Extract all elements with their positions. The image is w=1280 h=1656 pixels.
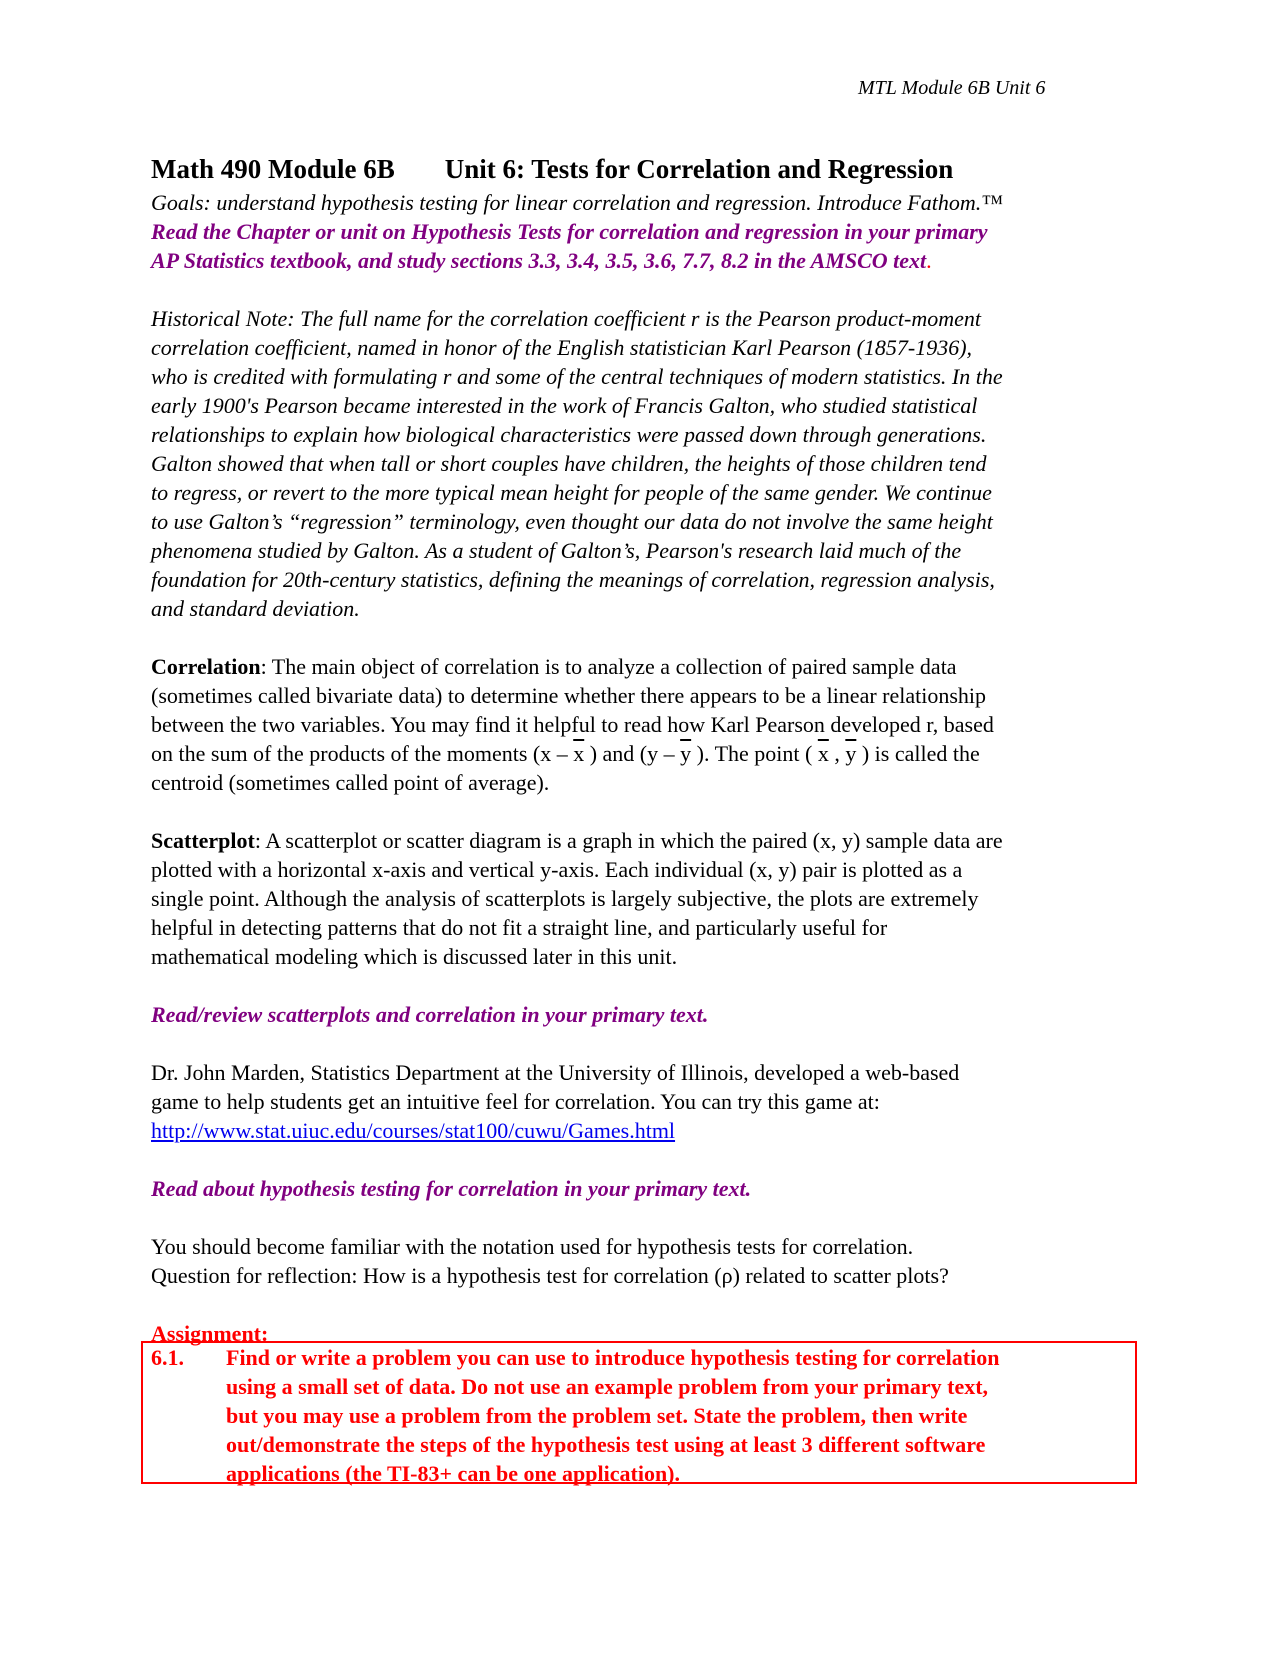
assignment-line: out/demonstrate the steps of the hypothesis test using at least 3 different software (226, 1432, 986, 1457)
historical-note-line: correlation coefficient, named in honor of the English statistician Karl Pearson (1857-1936), (151, 335, 973, 360)
spacer (151, 1029, 1136, 1058)
notation-line-2: Question for reflection: How is a hypothesis test for correlation (ρ) related to scatter plots? (151, 1263, 949, 1288)
historical-note (151, 304, 1136, 623)
notation-line-1: You should become familiar with the notation used for hypothesis tests for correlation. (151, 1234, 914, 1259)
marden-link-line (151, 1116, 1136, 1145)
marden-section (151, 1058, 1136, 1145)
y-bar-symbol: $\overline{y}$ (845, 741, 857, 766)
read-chapter-period: . (926, 248, 932, 273)
correlation-line-1 (151, 652, 1136, 681)
correlation-text: : The main object of correlation is to analyze a collection of paired sample data (260, 654, 957, 679)
historical-note-line: who is credited with formulating r and some of the central techniques of modern statistics. In the (151, 364, 1003, 389)
scatterplot-term: Scatterplot (151, 828, 255, 853)
scatterplot-line-5: mathematical modeling which is discussed later in this unit. (151, 944, 678, 969)
historical-note-line: Galton showed that when tall or short couples have children, the heights of those children tend (151, 451, 987, 476)
assignment-line: Find or write a problem you can use to introduce hypothesis testing for correlation (226, 1345, 1000, 1370)
y-bar-symbol: $\overline{y}$ (680, 741, 692, 766)
document-body (151, 150, 1136, 1348)
scatterplot-line-3: single point. Although the analysis of scatterplots is largely subjective, the plots are extremely (151, 886, 979, 911)
title-course: Math 490 Module 6B (151, 154, 395, 184)
correlation-text: ) and (y – (584, 741, 681, 766)
historical-note-line: to use Galton’s “regression” terminology, even thought our data do not involve the same height (151, 509, 993, 534)
correlation-line-3: between the two variables. You may find it helpful to read how Karl Pearson developed r, based (151, 712, 994, 737)
games-link[interactable]: http://www.stat.uiuc.edu/courses/stat100/cuwu/Games.html (151, 1118, 676, 1143)
assignment-line: using a small set of data. Do not use an example problem from your primary text, (226, 1374, 989, 1399)
historical-note-line: and standard deviation. (151, 596, 360, 621)
correlation-line-4 (151, 739, 1136, 768)
x-bar-symbol: $\overline{x}$ (573, 741, 585, 766)
historical-note-line: to regress, or revert to the more typical mean height for people of the same gender. We continue (151, 480, 992, 505)
goals-text: Goals: understand hypothesis testing for linear correlation and regression. Introduce Fathom.™ (151, 190, 1003, 215)
correlation-line-2: (sometimes called bivariate data) to determine whether there appears to be a linear relationship (151, 683, 987, 708)
marden-line-1: Dr. John Marden, Statistics Department at the University of Illinois, developed a web-based (151, 1060, 960, 1085)
scatterplot-line-2: plotted with a horizontal x-axis and vertical y-axis. Each individual (x, y) pair is plotted as a (151, 857, 963, 882)
correlation-section (151, 652, 1136, 797)
title-unit: Unit 6: Tests for Correlation and Regression (444, 154, 954, 184)
read-hypothesis-note: Read about hypothesis testing for correlation in your primary text. (151, 1176, 752, 1201)
correlation-line-5: centroid (sometimes called point of average). (151, 770, 550, 795)
read-chapter-line-1: Read the Chapter or unit on Hypothesis Tests for correlation and regression in your primary (151, 219, 988, 244)
spacer (151, 971, 1136, 1000)
historical-note-line: Historical Note: The full name for the correlation coefficient r is the Pearson product-moment (151, 306, 981, 331)
historical-note-line: foundation for 20th-century statistics, defining the meanings of correlation, regression analysis, (151, 567, 995, 592)
read-review-note: Read/review scatterplots and correlation in your primary text. (151, 1002, 709, 1027)
spacer (151, 1290, 1136, 1319)
correlation-text: on the sum of the products of the moments (x – (151, 741, 574, 766)
correlation-text: ) is called the (856, 741, 980, 766)
marden-line-2: game to help students get an intuitive feel for correlation. You can try this game at: (151, 1089, 880, 1114)
assignment-line: applications (the TI-83+ can be one application). (226, 1461, 681, 1486)
spacer (151, 623, 1136, 652)
assignment-text (226, 1343, 1131, 1488)
spacer (151, 1145, 1136, 1174)
read-chapter-line-2-wrap (151, 246, 1136, 275)
page-title (151, 150, 1136, 188)
scatterplot-text: : A scatterplot or scatter diagram is a graph in which the paired (x, y) sample data are (254, 828, 1003, 853)
spacer (151, 797, 1136, 826)
scatterplot-line-1 (151, 826, 1136, 855)
historical-note-line: relationships to explain how biological characteristics were passed down through generations. (151, 422, 987, 447)
scatterplot-section (151, 826, 1136, 971)
correlation-text: ). The point ( (691, 741, 818, 766)
scatterplot-line-4: helpful in detecting patterns that do not fit a straight line, and particularly useful for (151, 915, 888, 940)
read-chapter-line-2: AP Statistics textbook, and study sections 3.3, 3.4, 3.5, 3.6, 7.7, 8.2 in the AMSCO text (151, 248, 927, 273)
historical-note-line: early 1900's Pearson became interested in the work of Francis Galton, who studied statistical (151, 393, 978, 418)
assignment-number: 6.1. (151, 1345, 184, 1370)
assignment-line: but you may use a problem from the problem set. State the problem, then write (226, 1403, 968, 1428)
correlation-term: Correlation (151, 654, 261, 679)
x-bar-symbol: $\overline{x}$ (817, 741, 829, 766)
historical-note-line: phenomena studied by Galton. As a student of Galton’s, Pearson's research laid much of the (151, 538, 962, 563)
notation-section (151, 1232, 1136, 1290)
assignment-item (151, 1343, 1131, 1488)
spacer (151, 275, 1136, 304)
assignment-heading: Assignment: (151, 1321, 269, 1346)
spacer (151, 1203, 1136, 1232)
running-head: MTL Module 6B Unit 6 (858, 77, 1046, 99)
correlation-text: , (828, 741, 846, 766)
